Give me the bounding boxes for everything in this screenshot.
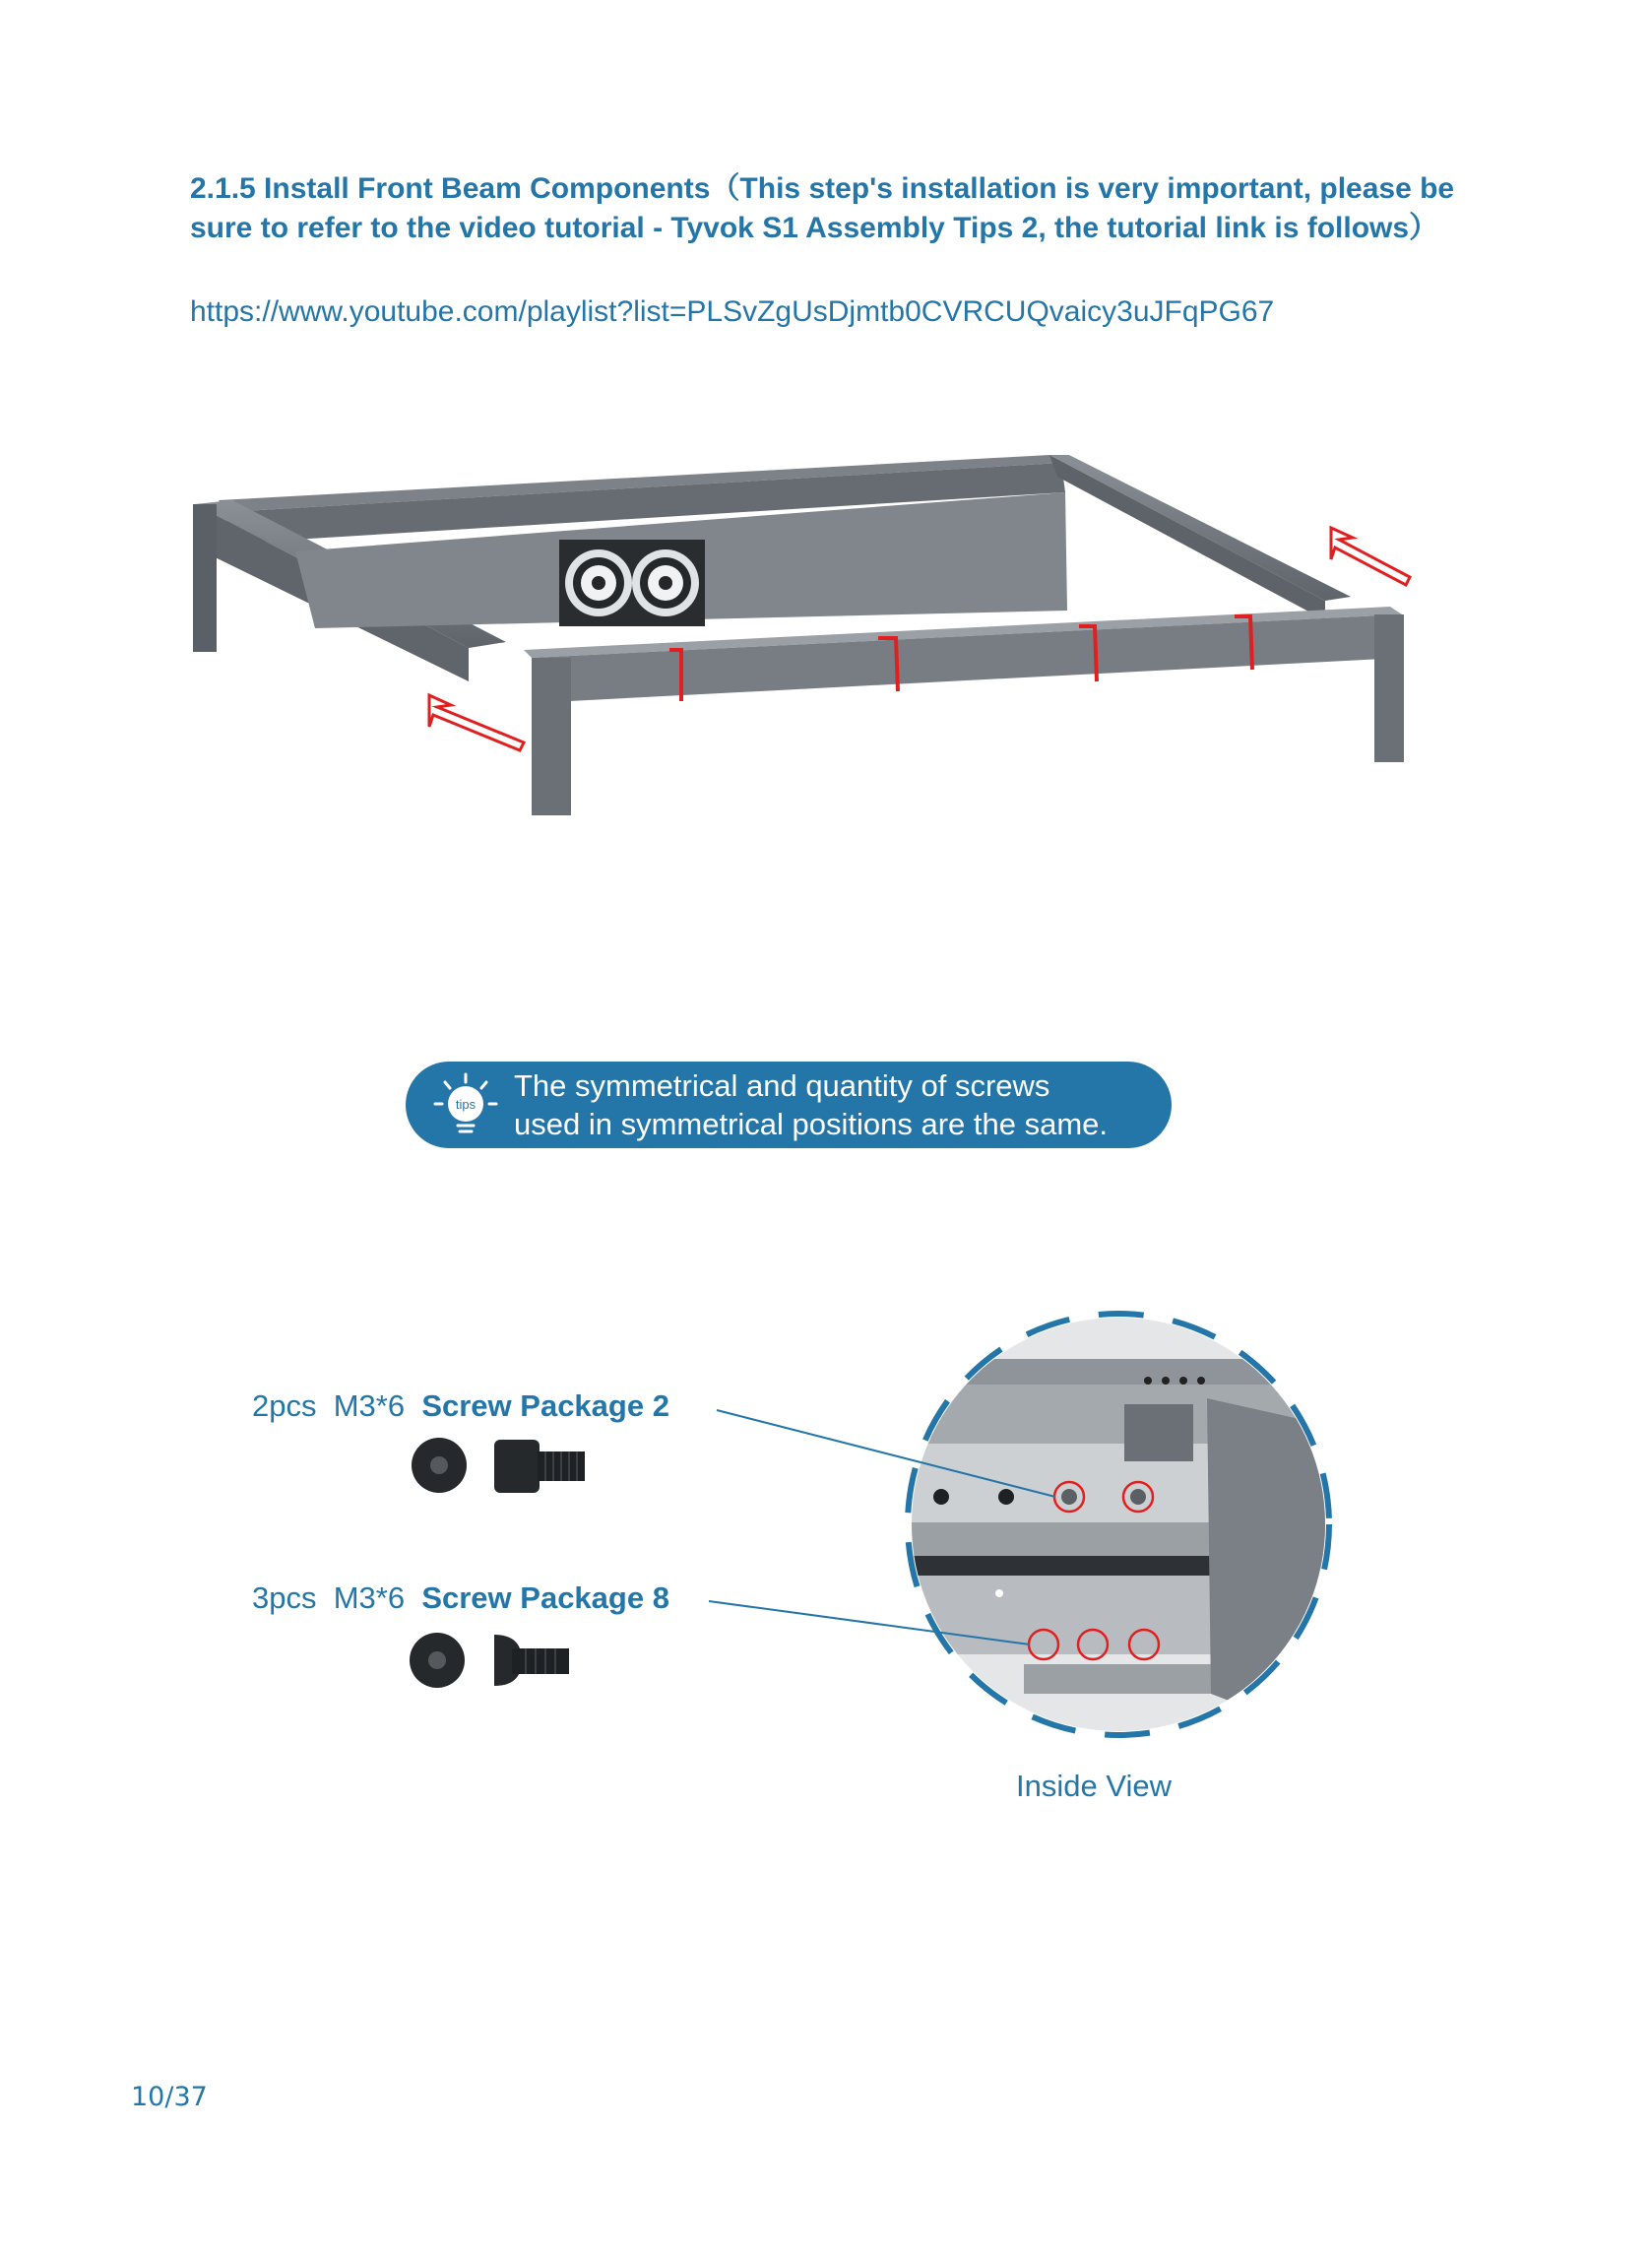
socket-head-screw-top-icon <box>412 1438 467 1493</box>
screw-package-name: Screw Package 2 <box>421 1388 669 1423</box>
tips-icon-label: tips <box>455 1097 477 1112</box>
tips-text-line-2: used in symmetrical positions are the same. <box>514 1107 1109 1141</box>
screw-qty: 2pcs <box>252 1388 317 1423</box>
tips-text-line-1: The symmetrical and quantity of screws <box>514 1068 1050 1103</box>
screw-spec: M3*6 <box>333 1388 406 1423</box>
screw-package-name: Screw Package 8 <box>421 1580 669 1615</box>
inside-view-label: Inside View <box>1016 1769 1172 1803</box>
button-head-screw-side-icon <box>494 1635 569 1686</box>
socket-head-screw-side-icon <box>494 1440 585 1493</box>
section-heading-main: 2.1.5 Install Front Beam Components <box>190 172 711 205</box>
screw-qty: 3pcs <box>252 1580 317 1615</box>
section-heading-note: （This step's installation is very important, please be sure to refer to the video tutorial - Tyvok S1 Assembly Tips 2, the tutorial link is follows） <box>190 172 1455 244</box>
video-tutorial-link[interactable]: https://www.youtube.com/playlist?list=PLSvZgUsDjmtb0CVRCUQvaicy3uJFqPG67 <box>190 295 1275 328</box>
screw-spec: M3*6 <box>333 1580 406 1615</box>
button-head-screw-top-icon <box>410 1633 465 1688</box>
page-number: 10/37 <box>131 2082 208 2112</box>
